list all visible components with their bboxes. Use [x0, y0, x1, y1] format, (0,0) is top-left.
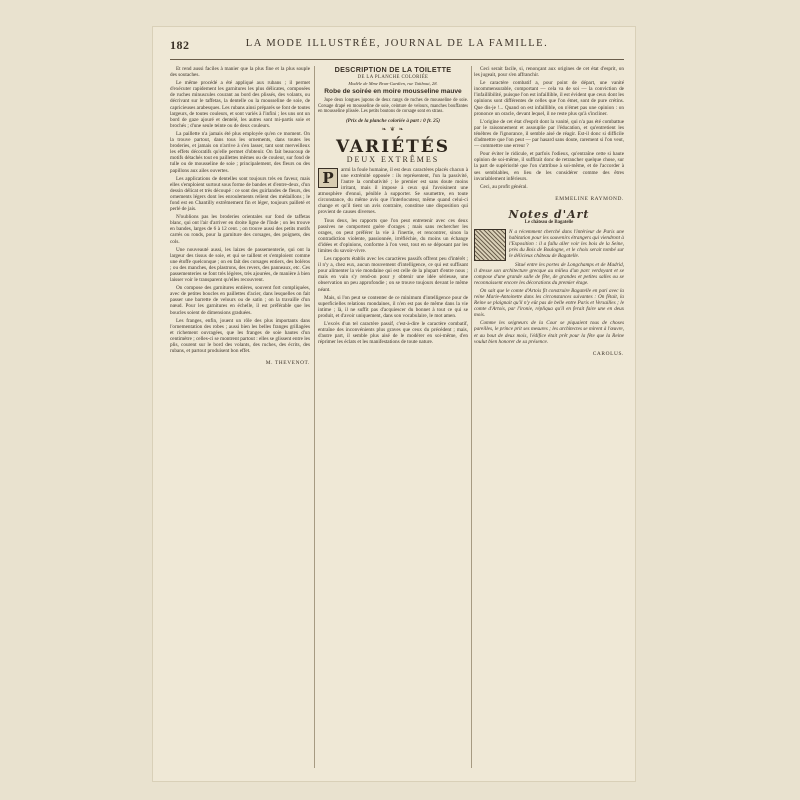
- paragraph: Pour éviter le ridicule, et parfois l'odieux, qu'entraîne cette si haute opinion de soi-même, il suffirait donc de retrancher quelque chose, sur la part de supériorité que l'on s'attribue à soi-même, et de l'accorder à ses semblables, en lieu de les considérer comme des êtres invariablement inférieurs.: [474, 151, 624, 182]
- engraved-initial-image: [474, 229, 506, 261]
- page-number: 182: [170, 38, 190, 52]
- robe-description: Jupe deux longues jupons de deux rangs de ruches de mousseline de soie. Corsage drapé en mousseline de soie, ceinture de velours, manches bouffantes en mousseline plissée. Les petits boutons de corsage sont en strass.: [318, 98, 468, 114]
- paragraph: Les franges, enfin, jouent un rôle des plus importants dans l'ornementation des robes ; aussi bien les belles franges grillagées et richement ouvragées, que les franges de soie hautes d'un centimètre ; celles-ci se montrent partout : elles se glissent entre les plis, courent sur le bord des volants, des ruches, des écrits, des rubans, et partout produisent bon effet.: [170, 317, 310, 355]
- paragraph: Situé entre les portes de Longchamps et de Madrid, il dresse son architecture grecque au milieu d'un parc verdoyant et se compose d'une grande salle de fête, de grandes et petites salles ou se reconnaissent encore les décorations du premier étage.: [474, 261, 624, 286]
- description-title: DESCRIPTION DE LA TOILETTE: [334, 66, 452, 74]
- paragraph: Tous deux, les rapports que l'on peut entretenir avec ces deux passives ne comportent guère d'orages ; mais sans rechercher les orages, on peut préférer la vie à l'inertie, et rencontrer, sinon la contradiction violente, passionnée, irréfléchie, du moins un échange d'idées et d'opinions, conforme à l'on veut, tout en se déposant par les limites du savoir-vivre.: [318, 217, 468, 254]
- ornament-divider: ❧ ❦ ❧: [381, 126, 405, 133]
- header-rule: [170, 59, 624, 60]
- paragraph: On sait que le comte d'Artois fit construire Bagatelle en pari avec la reine Marie-Antoinette dans les circonstances suivantes : On fêtait, la Reine se plaignait qu'il n'y eût pas de belle entre Paris et Versailles ; le comte d'Artois, par l'ironie, répliqua qu'il en ferait faire une en deux mois.: [474, 287, 624, 319]
- varietes-subheading: DEUX EXTRÊMES: [346, 154, 440, 164]
- paragraph: La paillette n'a jamais été plus employée qu'en ce moment. On la trouve partout, dans tous les ornements, dans toutes les broderies, et jamais on n'arrive à s'en lasser, tant sont merveilleux les effets décoratifs qu'elle permet d'obtenir. On fait beaucoup de motifs détachés tout en paillettes mêmes ou de couleur, sur fond de tulle ou de mousseline de soie ; principalement, des fleurs ou des papillons aux ailes ouvertes.: [170, 130, 310, 174]
- paragraph: Ceci serait facile, si, renonçant aux origines de cet état d'esprit, on les jugeait, pour s'en affranchir.: [474, 66, 624, 79]
- paragraph: Ceci, au profit général.: [480, 183, 528, 190]
- paragraph: Et rend aussi faciles à manier que la plus fine et la plus souple des soutaches.: [170, 66, 310, 79]
- varietes-heading: VARIÉTÉS: [336, 136, 450, 157]
- paragraph: Le caractère combatif a, pour point de départ, une vanité incommensurable, comportant — cela va de soi — la conviction de l'infaillibilité, puisque l'on est infaillible, il est évident que ceux dont les opinions sont différentes de celles que l'on émet, sont de pure crétins. Que dis-je !... Quand on est infaillible, on n'émet pas une opinion : on prononce un oracle, devant lequel, il ne reste plus qu'à s'incliner.: [474, 80, 624, 117]
- paragraph: Mais, si l'on peut se contenter de ce minimum d'intelligence pour de superficielles relations mondaines, il n'en est pas de même dans la vie intime ; là, il ne suffit pas d'acquiescer du bonnet à tout ce qui se produit, et d'avoir uniquement, dans son vocabulaire, le mot amen.: [318, 294, 468, 319]
- column-left: [170, 66, 310, 768]
- paragraph: L'origine de cet état d'esprit dont la vanité, qui n'a pas été combattue par le raisonnement et assouplie par l'éducation, et qu'entretient les ténèbres de l'ignorance, il semble aisé de réagir. Est-il donc si difficile d'admettre que l'on peut — par hasard sans doute, rarement si l'on veut, — commettre une erreur ?: [474, 118, 624, 150]
- paragraph: Les applications de dentelles sont toujours très en faveur, mais elles s'emploient surtout sous forme de bandes et d'entre-deux, d'un dessin délicat et très découpé : ce sont des guirlandes de fleurs, des ornements légers dont les enroulements relient des médaillons ; le fond est en Chantilly extrêmement fin et léger, toujours pailleté et perlé de jais.: [170, 175, 310, 213]
- journal-title: LA MODE ILLUSTRÉE, JOURNAL DE LA FAMILLE.: [245, 38, 549, 49]
- plate-price: (Prix de la planche coloriée à part : 0 fr. 25): [345, 117, 441, 124]
- paragraph: L'excès d'un tel caractère passif, c'est-à-dire le caractère combatif, entraîne des inconvénients plus graves que ceux du précédent ; mais, d'autre part, il semble plus aisé de le modérer en soi-même, d'en réprimer les éclats et les manifestations de toute nature.: [318, 321, 468, 346]
- notes-art-section: [474, 207, 624, 357]
- author-signature: M. THEVENOT.: [265, 360, 310, 367]
- paragraph: N'oublions pas les broderies orientales sur fond de taffetas blanc, qui ont l'air d'arriver en droite ligne de l'Inde ; on les trouve en bandes, larges de 6 à 12 cent. ; on trouve aussi des petits motifs carrés ou ronds, pour la garniture des corsages, des poignets, des cols.: [170, 214, 310, 245]
- paragraph: Le même procédé a été appliqué aux rubans ; il permet d'exécuter rapidement les garnitures les plus délicates, composées de ruches minuscules courant au bord des plissés, des volants, ou décrivant sur le taffetas, la dentelle ou la mousseline de soie, de capricieuses arabesques. Les rubans ainsi préparés se font de toutes largeurs, de toutes couleurs, et sont variés à l'infini ; les uns ont un bord de gaze ajouré et dentelé, les autres sont mi-partis soie et brochés ; d'une seule teinte ou de deux couleurs.: [170, 80, 310, 129]
- paragraph: armi la foule humaine, il est deux caractères placés chacun à une extrémité opposée : ils représentent, l'un la passivité, l'autre la combativité ; le premier est sans doute moins irritant, mais il impose à ceux qui l'avoisinent une atmosphère d'ennui, pénible à supporter. Se soumettre, en toute circonstance, du même avis que l'interlocuteur, même quand celui-ci change et qu'il tient un avis contraire, constitue une disposition qui provient de causes diverses.: [318, 166, 468, 216]
- paragraph: Les rapports établis avec les caractères passifs offrent peu d'intérêt ; il n'y a, chez eux, aucun mouvement d'intelligence, ce qui est suffisant pour alimenter la vie mondaine qui est celle de la plupart d'entre nous ; mais en vain s'y rend-on pour y obtenir une idée sérieuse, une observation un peu approfondie ; on se trouve toujours devant le même néant.: [318, 256, 468, 293]
- column-right: [474, 66, 624, 768]
- column-divider: [314, 66, 315, 768]
- robe-title: Robe de soirée en moire mousseline mauve: [324, 88, 462, 95]
- notes-signature: CAROLUS.: [592, 350, 624, 357]
- paragraph: N a récemment cherché dans l'intérieur de Paris une habitation pour les souvenirs étrangers qui viendront à l'Exposition : il a fallu aller voir les bois de la Seine, près du Bois de Boulogne, et le choix serait tombé sur le délicieux château de Bagatelle.: [509, 229, 624, 260]
- journal-page: [152, 26, 636, 782]
- column-divider: [471, 66, 472, 768]
- paragraph: Comme les seigneurs de la Cour se piquaient tous de choses pareilles, le prince prit ses mesures ; les architectes se mirent à l'œuvre, et au bout de deux mois, l'édifice était prêt pour la fête que la Reine voulut bien honorer de sa présence.: [474, 320, 624, 345]
- paragraph: On compose des garnitures entières, souvent fort compliquées, avec de petites boucles en paillettes d'acier, dans lesquelles on fait passer une barrette de velours ou de satin ; on la travaille d'un nœud. Pour les garnitures en échelle, il est préférable que les boucles soient de dimensions graduées.: [170, 285, 310, 316]
- notes-art-subheading: Le château de Bagatelle: [524, 219, 574, 225]
- column-middle: [318, 66, 468, 768]
- description-credit: Modèle de Mme Brun-Gardien, rue Taitbout, 28.: [348, 80, 438, 86]
- description-subtitle: DE LA PLANCHE COLORIÉE: [357, 75, 429, 80]
- paragraph: Une nouveauté aussi, les laizes de passementerie, qui ont la largeur des tissus de soie, et qui se taillent et s'emploient comme une étoffe quelconque ; on en fait des corsages entiers, des boléros ; ou des manches, des plastrons, des revers, des panneaux, etc. Ces passementeries se font très légères, très ajourées, de manière à bien laisser voir le transparent qu'elles recouvrent.: [170, 246, 310, 284]
- author-signature: EMMELINE RAYMOND.: [555, 195, 624, 202]
- notes-art-heading: Notes d'Art: [508, 207, 590, 221]
- drop-cap-letter: P: [318, 168, 338, 188]
- page-header: [170, 34, 624, 56]
